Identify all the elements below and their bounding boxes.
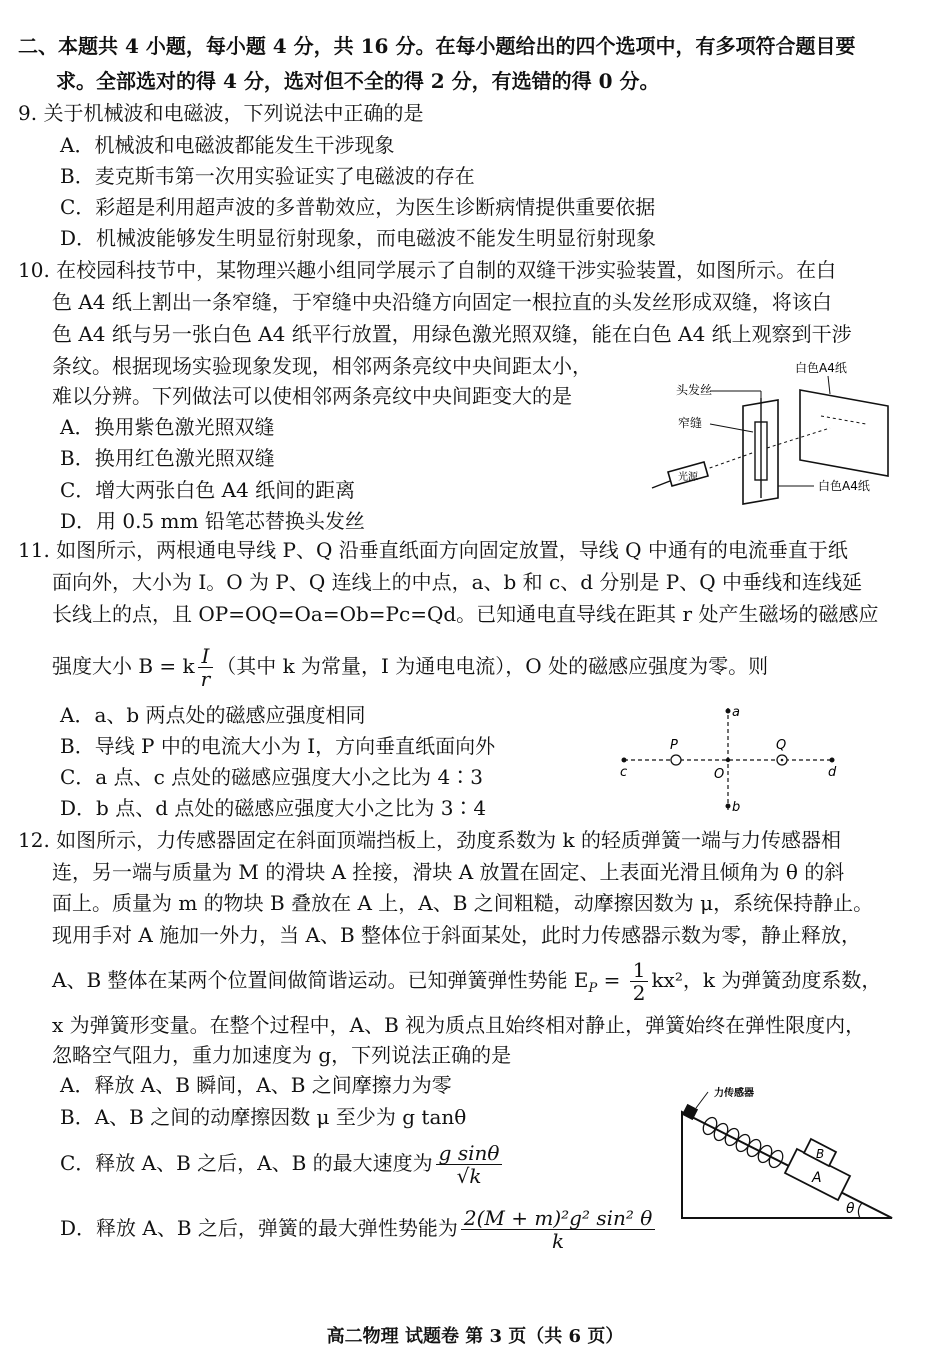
- q10-stem-line1: 10. 在校园科技节中，某物理兴趣小组同学展示了自制的双缝干涉实验装置，如图所示。在白: [18, 258, 837, 282]
- q12-fig-label-b: B: [816, 1147, 825, 1161]
- q12-fig-label-sensor: 力传感器: [714, 1088, 754, 1099]
- q10-stem-line4: 条纹。根据现场实验现象发现，相邻两条亮纹中央间距太小，: [52, 354, 592, 378]
- q12-option-c-fraction: [436, 1142, 503, 1187]
- q11-formula-denominator: r: [200, 667, 211, 691]
- q11-stem-line4: [52, 644, 768, 690]
- q12-energy-prefix: A、B 整体在某两个位置间做简谐运动。已知弹簧弹性势能 E: [52, 968, 589, 992]
- q9-option-d: D．机械波能够发生明显衍射现象，而电磁波不能发生明显衍射现象: [60, 226, 657, 250]
- q12-stem-line7: 忽略空气阻力，重力加速度为 g，下列说法正确的是: [52, 1043, 512, 1067]
- q12-option-d-fraction: [461, 1207, 655, 1252]
- q11-formula-prefix: 强度大小 B = k: [52, 654, 195, 678]
- q12-option-c-numerator: g sinθ: [436, 1142, 503, 1165]
- q11-option-d: D．b 点、d 点处的磁感应强度大小之比为 3∶4: [60, 796, 487, 820]
- q10-option-c: C．增大两张白色 A4 纸间的距离: [60, 478, 356, 502]
- q9-stem: 9. 关于机械波和电磁波，下列说法中正确的是: [18, 101, 424, 125]
- page-footer: 高二物理 试题卷 第 3 页（共 6 页）: [326, 1326, 624, 1347]
- q12-energy-subscript: P: [588, 981, 598, 996]
- q12-stem-line1: 12. 如图所示，力传感器固定在斜面顶端挡板上，劲度系数为 k 的轻质弹簧一端与力传感器相: [18, 828, 841, 852]
- q10-option-a: A．换用紫色激光照双缝: [60, 415, 275, 439]
- q12-option-d-numerator: 2(M + m)²g² sin² θ: [461, 1207, 655, 1230]
- q12-option-c-denominator: √k: [456, 1164, 482, 1188]
- q12-energy-suffix: kx²，k 为弹簧劲度系数，: [651, 968, 882, 992]
- section-header-line1: 二、本题共 4 小题，每小题 4 分，共 16 分。在每小题给出的四个选项中，有多项符合题目要: [18, 34, 856, 58]
- q10-fig-label-slit-paper: 白色A4纸: [818, 479, 870, 493]
- q10-fig-label-slit: 窄缝: [678, 416, 703, 430]
- q12-option-d: [60, 1205, 658, 1252]
- q12-energy-fraction: [630, 959, 649, 1004]
- q11-fig-label-b: b: [732, 800, 741, 815]
- q12-fig-label-theta: θ: [846, 1201, 855, 1217]
- q12-stem-line4: 现用手对 A 施加一外力，当 A、B 整体位于斜面某处，此时力传感器示数为零，静止释放，: [52, 923, 862, 947]
- q10-stem-line3: 色 A4 纸与另一张白色 A4 纸平行放置，用绿色激光照双缝，能在白色 A4 纸上观察到干涉: [52, 322, 852, 346]
- q11-fig-label-p: P: [670, 738, 678, 753]
- q10-fig-label-screen: 白色A4纸: [795, 361, 847, 375]
- q12-energy-denominator: 2: [632, 981, 646, 1005]
- q9-option-a: A．机械波和电磁波都能发生干涉现象: [60, 133, 395, 157]
- q12-option-d-text: D．释放 A、B 之后，弹簧的最大弹性势能为: [60, 1216, 458, 1240]
- q9-option-b: B．麦克斯韦第一次用实验证实了电磁波的存在: [60, 164, 475, 188]
- q11-fig-label-d: d: [828, 765, 837, 780]
- q12-incline-figure: [670, 1082, 902, 1224]
- q12-stem-line3: 面上。质量为 m 的物块 B 叠放在 A 上，A、B 之间粗糙，动摩擦因数为 μ，系统保持静止。: [52, 891, 874, 915]
- q11-fig-label-c: c: [620, 765, 628, 780]
- q10-option-b: B．换用红色激光照双缝: [60, 446, 275, 470]
- q10-option-d: D．用 0.5 mm 铅笔芯替换头发丝: [60, 509, 365, 533]
- q12-stem-line2: 连，另一端与质量为 M 的滑块 A 拴接，滑块 A 放置在固定、上表面光滑且倾角为 θ 的斜: [52, 860, 845, 884]
- section-header-line2: 求。全部选对的得 4 分，选对但不全的得 2 分，有选错的得 0 分。: [56, 69, 660, 93]
- q12-stem-line6: x 为弹簧形变量。在整个过程中，A、B 视为质点且始终相对静止，弹簧始终在弹性限度内，: [52, 1013, 866, 1037]
- q11-option-c: C．a 点、c 点处的磁感应强度大小之比为 4∶3: [60, 765, 483, 789]
- q9-option-c: C．彩超是利用超声波的多普勒效应，为医生诊断病情提供重要依据: [60, 195, 656, 219]
- q11-stem-line1: 11. 如图所示，两根通电导线 P、Q 沿垂直纸面方向固定放置，导线 Q 中通有的电流垂直于纸: [18, 538, 848, 562]
- q11-option-a: A．a、b 两点处的磁感应强度相同: [60, 703, 366, 727]
- q12-option-c-text: C．释放 A、B 之后，A、B 的最大速度为: [60, 1151, 433, 1175]
- q11-fig-label-o: O: [714, 767, 725, 782]
- q11-stem-line3: 长线上的点，且 OP=OQ=Oa=Ob=Pc=Qd。已知通电直导线在距其 r 处产生磁场的磁感应: [52, 602, 879, 626]
- q11-formula-fraction: [198, 645, 214, 690]
- q11-fig-label-a: a: [732, 705, 740, 720]
- q12-energy-equals: =: [597, 968, 627, 992]
- q10-stem-line2: 色 A4 纸上割出一条窄缝，于窄缝中央沿缝方向固定一根拉直的头发丝形成双缝，将该白: [52, 290, 832, 314]
- q12-stem-line5: [52, 958, 881, 1011]
- q11-formula-suffix: （其中 k 为常量，I 为通电电流），O 处的磁感应强度为零。则: [216, 654, 769, 678]
- q10-stem-line5: 难以分辨。下列做法可以使相邻两条亮纹中央间距变大的是: [52, 384, 572, 408]
- q12-option-d-denominator: k: [552, 1229, 565, 1253]
- q11-wire-figure: [610, 700, 850, 818]
- q12-option-a: A．释放 A、B 瞬间，A、B 之间摩擦力为零: [60, 1073, 452, 1097]
- q10-double-slit-figure: [640, 348, 910, 508]
- q12-option-b: B．A、B 之间的动摩擦因数 μ 至少为 g tanθ: [60, 1105, 467, 1129]
- q10-fig-label-hair: 头发丝: [676, 383, 713, 397]
- q12-energy-numerator: 1: [630, 959, 649, 982]
- q12-fig-label-a: A: [812, 1170, 822, 1186]
- q11-formula-numerator: I: [198, 645, 214, 668]
- q12-option-c: [60, 1140, 505, 1187]
- q11-option-b: B．导线 P 中的电流大小为 I，方向垂直纸面向外: [60, 734, 496, 758]
- q11-fig-label-q: Q: [776, 738, 787, 753]
- q11-stem-line2: 面向外，大小为 I。O 为 P、Q 连线上的中点，a、b 和 c、d 分别是 P、Q 中垂线和连线延: [52, 570, 862, 594]
- q10-fig-label-laser: 光源: [678, 472, 698, 483]
